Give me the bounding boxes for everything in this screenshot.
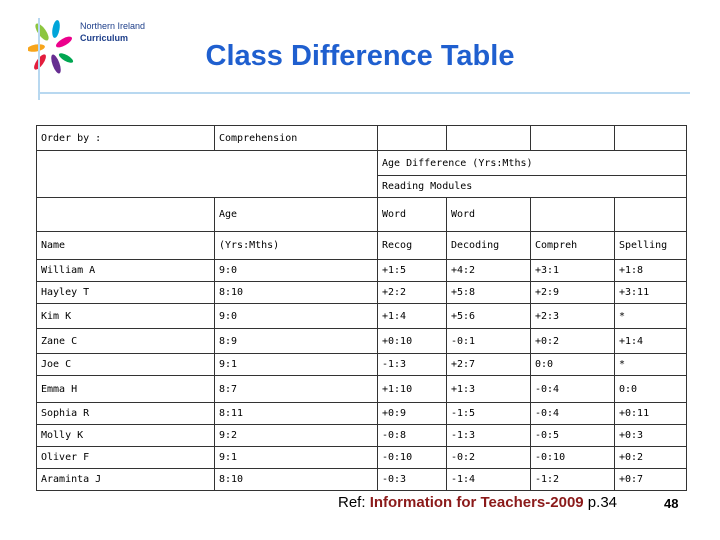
table-cell: +5:6: [447, 304, 531, 329]
table-cell: 9:0: [215, 304, 378, 329]
table-row: [37, 260, 687, 282]
table-cell: +4:2: [447, 260, 531, 282]
table-cell: 9:0: [215, 260, 378, 282]
header-top-row: [37, 198, 687, 232]
table-cell: +2:9: [531, 282, 615, 304]
header-compreh: Compreh: [531, 232, 615, 260]
table-cell: 9:1: [215, 447, 378, 469]
table-cell: -0:4: [531, 403, 615, 425]
left-divider: [38, 18, 40, 100]
table-cell: -1:5: [447, 403, 531, 425]
logo-line2: Curriculum: [80, 33, 129, 43]
header-word-2: Word: [447, 198, 531, 232]
table-cell: -1:3: [447, 425, 531, 447]
table-cell: +1:10: [378, 376, 447, 403]
table-cell: 8:9: [215, 329, 378, 354]
table-cell: -0:4: [531, 376, 615, 403]
table-cell: -0:3: [378, 469, 447, 491]
table-cell: +0:9: [378, 403, 447, 425]
table-row: [37, 329, 687, 354]
order-by-row: [37, 126, 687, 151]
table-cell: +0:2: [531, 329, 615, 354]
student-name-cell: William A: [37, 260, 215, 282]
reference-prefix: Ref:: [338, 494, 370, 511]
table-cell: 9:1: [215, 354, 378, 376]
header-decoding: Decoding: [447, 232, 531, 260]
reference-page: p.34: [583, 494, 618, 511]
student-name-cell: Araminta J: [37, 469, 215, 491]
table-cell: +1:4: [615, 329, 687, 354]
table-cell: +3:1: [531, 260, 615, 282]
table-cell: +5:8: [447, 282, 531, 304]
table-cell: +0:2: [615, 447, 687, 469]
table-cell: *: [615, 304, 687, 329]
header-bottom-row: [37, 232, 687, 260]
table-cell: -0:2: [447, 447, 531, 469]
table-row: [37, 376, 687, 403]
header-name: Name: [37, 232, 215, 260]
table-cell: -0:10: [531, 447, 615, 469]
order-by-label: Order by :: [37, 126, 215, 151]
order-by-value: Comprehension: [215, 126, 378, 151]
table-row: [37, 425, 687, 447]
table-row: [37, 447, 687, 469]
student-name-cell: Joe C: [37, 354, 215, 376]
table-row: [37, 304, 687, 329]
table-row: [37, 403, 687, 425]
age-difference-label: Age Difference (Yrs:Mths): [378, 151, 687, 176]
table-cell: -0:1: [447, 329, 531, 354]
table-cell: +0:10: [378, 329, 447, 354]
table-cell: -1:2: [531, 469, 615, 491]
table-cell: 9:2: [215, 425, 378, 447]
table-cell: +2:3: [531, 304, 615, 329]
slide-page-number: 48: [664, 496, 679, 511]
logo-line1: Northern Ireland: [80, 21, 146, 31]
table-cell: +0:7: [615, 469, 687, 491]
table-row: [37, 469, 687, 491]
reading-modules-label: Reading Modules: [378, 176, 687, 198]
table-cell: -1:3: [378, 354, 447, 376]
student-name-cell: Oliver F: [37, 447, 215, 469]
table-cell: +1:5: [378, 260, 447, 282]
student-name-cell: Emma H: [37, 376, 215, 403]
table-cell: -0:10: [378, 447, 447, 469]
table-cell: -0:8: [378, 425, 447, 447]
age-difference-row: [37, 151, 687, 176]
table-row: [37, 282, 687, 304]
table-cell: 0:0: [531, 354, 615, 376]
table-cell: 0:0: [615, 376, 687, 403]
table-cell: +3:11: [615, 282, 687, 304]
table-cell: +1:8: [615, 260, 687, 282]
student-name-cell: Sophia R: [37, 403, 215, 425]
table-cell: -1:4: [447, 469, 531, 491]
table-cell: 8:7: [215, 376, 378, 403]
table-cell: +1:4: [378, 304, 447, 329]
table-cell: +2:7: [447, 354, 531, 376]
student-name-cell: Molly K: [37, 425, 215, 447]
table-cell: -0:5: [531, 425, 615, 447]
table-cell: 8:11: [215, 403, 378, 425]
student-name-cell: Kim K: [37, 304, 215, 329]
table-cell: +2:2: [378, 282, 447, 304]
table-cell: +1:3: [447, 376, 531, 403]
header-age-units: (Yrs:Mths): [215, 232, 378, 260]
student-name-cell: Zane C: [37, 329, 215, 354]
table-cell: 8:10: [215, 282, 378, 304]
table-cell: *: [615, 354, 687, 376]
reference-source: Information for Teachers-2009: [369, 494, 584, 511]
header-word-1: Word: [378, 198, 447, 232]
reference-citation: [338, 494, 617, 511]
class-difference-table: [36, 125, 687, 491]
header-age: Age: [215, 198, 378, 232]
page-title: Class Difference Table: [205, 40, 515, 72]
title-divider: [38, 92, 690, 94]
table-cell: +0:11: [615, 403, 687, 425]
table-cell: 8:10: [215, 469, 378, 491]
student-name-cell: Hayley T: [37, 282, 215, 304]
header-spelling: Spelling: [615, 232, 687, 260]
table-cell: +0:3: [615, 425, 687, 447]
table-row: [37, 354, 687, 376]
header-recog: Recog: [378, 232, 447, 260]
